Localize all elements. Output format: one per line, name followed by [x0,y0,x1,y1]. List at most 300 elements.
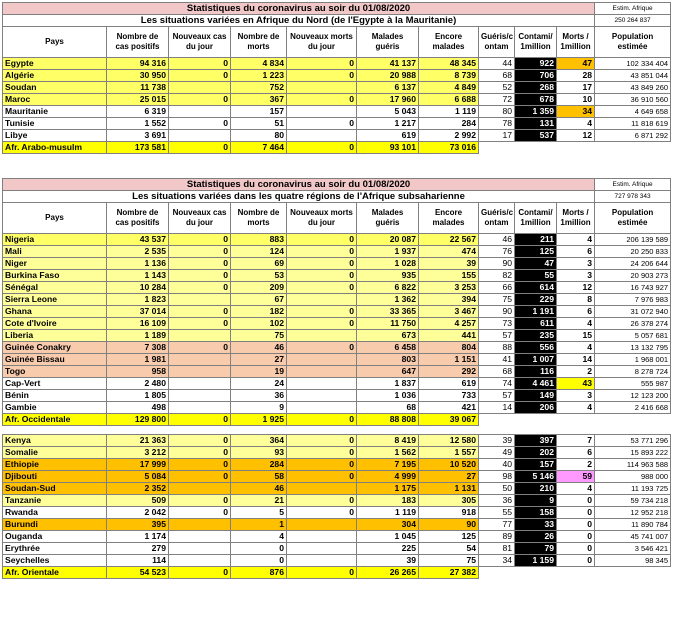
cases-per-million-cell: 125 [515,246,557,258]
column-header: Morts / 1million [557,203,595,234]
deaths-cell: 1 223 [231,70,287,82]
column-header: Population estimée [595,27,671,58]
deaths-per-million-cell: 47 [557,58,595,70]
population-cell: 11 818 619 [595,118,671,130]
population-cell: 12 123 200 [595,390,671,402]
new-cases-cell: 0 [169,94,231,106]
new-deaths-cell: 0 [287,270,357,282]
country-name: Ghana [3,306,107,318]
cases-cell: 30 950 [107,70,169,82]
column-header: Nouveaux cas du jour [169,203,231,234]
country-name: Niger [3,258,107,270]
population-cell: 988 000 [595,471,671,483]
country-name: Cap-Vert [3,378,107,390]
cases-cell: 1 174 [107,531,169,543]
recovery-rate-cell: 76 [479,246,515,258]
cases-cell: 11 738 [107,82,169,94]
recovery-rate-cell: 36 [479,495,515,507]
deaths-per-million-cell: 34 [557,106,595,118]
sub-header-row [3,203,671,234]
new-cases-cell: 0 [169,342,231,354]
recovered-cell: 11 750 [357,318,419,330]
population-cell: 102 334 404 [595,58,671,70]
new-cases-cell [169,402,231,414]
cases-cell: 37 014 [107,306,169,318]
recovery-rate-cell: 90 [479,306,515,318]
deaths-cell: 157 [231,106,287,118]
empty-cell [479,142,515,154]
recovered-cell: 1 837 [357,378,419,390]
population-cell: 11 890 784 [595,519,671,531]
recovery-rate-cell: 73 [479,318,515,330]
deaths-cell: 80 [231,130,287,142]
cases-cell: 1 143 [107,270,169,282]
table-row [3,354,671,366]
table-row [3,519,671,531]
table-row [3,507,671,519]
total-row [3,567,671,579]
empty-cell [515,414,557,426]
column-header: Nombre de morts [231,27,287,58]
sub-side-value: 727 978 343 [595,191,671,203]
recovery-rate-cell: 77 [479,519,515,531]
new-deaths-cell: 0 [287,94,357,106]
new-deaths-cell: 0 [287,306,357,318]
cases-cell: 17 999 [107,459,169,471]
new-deaths-cell: 0 [287,507,357,519]
north-africa-table [2,2,671,154]
column-header: Guéris/c ontam [479,27,515,58]
new-deaths-cell: 0 [287,282,357,294]
recovered-cell: 4 999 [357,471,419,483]
cases-per-million-cell: 210 [515,483,557,495]
new-cases-cell: 0 [169,70,231,82]
recovery-rate-cell: 50 [479,483,515,495]
total-newd-cell: 0 [287,142,357,154]
population-cell: 20 903 273 [595,270,671,282]
deaths-per-million-cell: 8 [557,294,595,306]
new-cases-cell: 0 [169,118,231,130]
still-sick-cell: 292 [419,366,479,378]
cases-per-million-cell: 47 [515,258,557,270]
still-sick-cell: 918 [419,507,479,519]
deaths-cell: 5 [231,507,287,519]
recovered-cell: 6 137 [357,82,419,94]
empty-cell [595,567,671,579]
recovered-cell: 20 087 [357,234,419,246]
still-sick-cell: 804 [419,342,479,354]
total-newd-cell: 0 [287,567,357,579]
cases-per-million-cell: 1 007 [515,354,557,366]
total-name: Afr. Arabo-musulm [3,142,107,154]
recovered-cell: 1 175 [357,483,419,495]
table-row [3,435,671,447]
table-row [3,294,671,306]
deaths-cell: 46 [231,342,287,354]
recovered-cell: 1 036 [357,390,419,402]
cases-cell: 279 [107,543,169,555]
new-deaths-cell [287,330,357,342]
empty-cell [479,414,515,426]
north-title: Statistiques du coronavirus au soir du 01/08/2020 [3,3,595,15]
country-name: Djibouti [3,471,107,483]
cases-cell: 3 691 [107,130,169,142]
column-header: Nombre de cas positifs [107,203,169,234]
table-row [3,306,671,318]
new-cases-cell: 0 [169,58,231,70]
country-name: Burkina Faso [3,270,107,282]
recovery-rate-cell: 66 [479,282,515,294]
column-header: Contami/ 1million [515,203,557,234]
cases-per-million-cell: 1 191 [515,306,557,318]
new-cases-cell: 0 [169,447,231,459]
recovery-rate-cell: 46 [479,234,515,246]
new-deaths-cell: 0 [287,246,357,258]
still-sick-cell: 474 [419,246,479,258]
cases-per-million-cell: 206 [515,402,557,414]
total-new-cell: 0 [169,414,231,426]
country-name: Sénégal [3,282,107,294]
cases-cell: 43 537 [107,234,169,246]
recovery-rate-cell: 98 [479,471,515,483]
new-deaths-cell [287,130,357,142]
new-cases-cell [169,555,231,567]
new-deaths-cell [287,378,357,390]
still-sick-cell: 421 [419,402,479,414]
cases-per-million-cell: 556 [515,342,557,354]
empty-cell [557,142,595,154]
deaths-cell: 1 [231,519,287,531]
deaths-per-million-cell: 0 [557,531,595,543]
sub-subtitle: Les situations variées dans les quatre régions de l'Afrique subsaharienne [3,191,595,203]
country-name: Libye [3,130,107,142]
new-deaths-cell: 0 [287,495,357,507]
deaths-per-million-cell: 4 [557,342,595,354]
recovered-cell: 6 458 [357,342,419,354]
deaths-per-million-cell: 0 [557,555,595,567]
cases-cell: 94 316 [107,58,169,70]
table-row [3,483,671,495]
recovery-rate-cell: 39 [479,435,515,447]
cases-per-million-cell: 158 [515,507,557,519]
new-deaths-cell: 0 [287,70,357,82]
country-name: Seychelles [3,555,107,567]
cases-cell: 5 084 [107,471,169,483]
cases-per-million-cell: 235 [515,330,557,342]
total-sick-cell: 39 067 [419,414,479,426]
new-deaths-cell [287,294,357,306]
new-deaths-cell: 0 [287,234,357,246]
new-cases-cell: 0 [169,495,231,507]
new-deaths-cell: 0 [287,459,357,471]
deaths-cell: 58 [231,471,287,483]
country-name: Somalie [3,447,107,459]
recovery-rate-cell: 40 [479,459,515,471]
cases-cell: 1 805 [107,390,169,402]
new-deaths-cell: 0 [287,318,357,330]
cases-cell: 1 189 [107,330,169,342]
table-row [3,318,671,330]
still-sick-cell: 3 253 [419,282,479,294]
country-name: Burundi [3,519,107,531]
deaths-per-million-cell: 3 [557,258,595,270]
recovery-rate-cell: 82 [479,270,515,282]
new-deaths-cell [287,555,357,567]
total-newd-cell: 0 [287,414,357,426]
recovered-cell: 619 [357,130,419,142]
country-name: Gambie [3,402,107,414]
recovery-rate-cell: 52 [479,82,515,94]
still-sick-cell: 75 [419,555,479,567]
table-row [3,342,671,354]
cases-cell: 958 [107,366,169,378]
deaths-cell: 24 [231,378,287,390]
recovery-rate-cell: 90 [479,258,515,270]
new-deaths-cell [287,354,357,366]
table-row [3,447,671,459]
cases-per-million-cell: 26 [515,531,557,543]
recovered-cell: 1 028 [357,258,419,270]
deaths-cell: 19 [231,366,287,378]
population-cell: 4 649 658 [595,106,671,118]
still-sick-cell: 1 557 [419,447,479,459]
new-cases-cell [169,366,231,378]
cases-per-million-cell: 706 [515,70,557,82]
total-new-cell: 0 [169,567,231,579]
population-cell: 20 250 833 [595,246,671,258]
country-name: Cote d'Ivoire [3,318,107,330]
empty-cell [557,567,595,579]
still-sick-cell: 54 [419,543,479,555]
recovery-rate-cell: 88 [479,342,515,354]
cases-cell: 509 [107,495,169,507]
still-sick-cell: 733 [419,390,479,402]
cases-cell: 21 363 [107,435,169,447]
new-deaths-cell: 0 [287,118,357,130]
table-row [3,130,671,142]
country-name: Nigeria [3,234,107,246]
deaths-cell: 9 [231,402,287,414]
cases-per-million-cell: 149 [515,390,557,402]
recovered-cell: 1 045 [357,531,419,543]
country-name: Soudan-Sud [3,483,107,495]
still-sick-cell: 8 739 [419,70,479,82]
column-header: Population estimée [595,203,671,234]
deaths-cell: 364 [231,435,287,447]
deaths-per-million-cell: 0 [557,495,595,507]
still-sick-cell: 6 688 [419,94,479,106]
recovered-cell: 39 [357,555,419,567]
recovery-rate-cell: 75 [479,294,515,306]
subsaharan-table [2,178,671,579]
population-cell: 11 193 725 [595,483,671,495]
table-row [3,118,671,130]
column-header: Malades guéris [357,27,419,58]
population-cell: 43 851 044 [595,70,671,82]
deaths-cell: 67 [231,294,287,306]
country-name: Egypte [3,58,107,70]
deaths-per-million-cell: 0 [557,507,595,519]
column-header: Encore malades [419,203,479,234]
table-row [3,402,671,414]
new-cases-cell [169,378,231,390]
deaths-cell: 21 [231,495,287,507]
cases-per-million-cell: 116 [515,366,557,378]
empty-cell [515,567,557,579]
still-sick-cell: 1 131 [419,483,479,495]
still-sick-cell: 1 119 [419,106,479,118]
population-cell: 98 345 [595,555,671,567]
cases-per-million-cell: 229 [515,294,557,306]
total-new-cell: 0 [169,142,231,154]
table-row [3,246,671,258]
population-cell: 45 741 007 [595,531,671,543]
sub-title: Statistiques du coronavirus au soir du 01/08/2020 [3,179,595,191]
deaths-cell: 209 [231,282,287,294]
still-sick-cell: 39 [419,258,479,270]
deaths-cell: 69 [231,258,287,270]
cases-per-million-cell: 202 [515,447,557,459]
recovered-cell: 1 217 [357,118,419,130]
recovery-rate-cell: 89 [479,531,515,543]
country-name: Ouganda [3,531,107,543]
deaths-per-million-cell: 2 [557,366,595,378]
deaths-per-million-cell: 7 [557,435,595,447]
table-row [3,70,671,82]
cases-cell: 2 535 [107,246,169,258]
deaths-per-million-cell: 12 [557,130,595,142]
still-sick-cell: 4 257 [419,318,479,330]
table-row [3,58,671,70]
table-row [3,390,671,402]
still-sick-cell: 305 [419,495,479,507]
population-cell: 31 072 940 [595,306,671,318]
total-cases-cell: 129 800 [107,414,169,426]
new-cases-cell: 0 [169,435,231,447]
new-cases-cell: 0 [169,471,231,483]
cases-cell: 16 109 [107,318,169,330]
deaths-cell: 4 834 [231,58,287,70]
cases-per-million-cell: 1 359 [515,106,557,118]
empty-cell [515,142,557,154]
recovery-rate-cell: 74 [479,378,515,390]
table-row [3,543,671,555]
cases-cell: 25 015 [107,94,169,106]
new-cases-cell [169,543,231,555]
deaths-per-million-cell: 14 [557,354,595,366]
still-sick-cell: 125 [419,531,479,543]
new-cases-cell [169,82,231,94]
deaths-cell: 53 [231,270,287,282]
new-cases-cell: 0 [169,246,231,258]
recovered-cell: 647 [357,366,419,378]
total-row [3,142,671,154]
cases-cell: 1 981 [107,354,169,366]
table-row [3,471,671,483]
deaths-cell: 182 [231,306,287,318]
column-header: Contami/ 1million [515,27,557,58]
north-africa-table-block [2,2,670,154]
empty-cell [557,414,595,426]
deaths-cell: 883 [231,234,287,246]
north-header-row [3,27,671,58]
recovery-rate-cell: 68 [479,70,515,82]
cases-cell: 1 552 [107,118,169,130]
column-header: Nouveaux cas du jour [169,27,231,58]
deaths-per-million-cell: 59 [557,471,595,483]
column-header: Nombre de cas positifs [107,27,169,58]
cases-cell: 10 284 [107,282,169,294]
deaths-per-million-cell: 6 [557,246,595,258]
total-sick-cell: 27 382 [419,567,479,579]
new-deaths-cell: 0 [287,342,357,354]
country-name: Maroc [3,94,107,106]
new-deaths-cell: 0 [287,258,357,270]
cases-per-million-cell: 211 [515,234,557,246]
cases-per-million-cell: 4 461 [515,378,557,390]
deaths-cell: 102 [231,318,287,330]
table-row [3,234,671,246]
population-cell: 3 546 421 [595,543,671,555]
deaths-cell: 93 [231,447,287,459]
new-deaths-cell [287,519,357,531]
recovered-cell: 1 562 [357,447,419,459]
column-header: Encore malades [419,27,479,58]
new-cases-cell [169,330,231,342]
recovery-rate-cell: 72 [479,94,515,106]
deaths-cell: 124 [231,246,287,258]
new-deaths-cell [287,402,357,414]
recovery-rate-cell: 41 [479,354,515,366]
recovery-rate-cell: 80 [479,106,515,118]
country-name: Liberia [3,330,107,342]
country-name: Togo [3,366,107,378]
table-row [3,106,671,118]
new-deaths-cell [287,82,357,94]
new-deaths-cell [287,390,357,402]
new-cases-cell [169,531,231,543]
recovered-cell: 225 [357,543,419,555]
cases-cell: 498 [107,402,169,414]
cases-cell: 1 136 [107,258,169,270]
column-header: Malades guéris [357,203,419,234]
population-cell: 5 057 681 [595,330,671,342]
country-name: Ethiopie [3,459,107,471]
country-name: Mali [3,246,107,258]
column-header: Nouveaux morts du jour [287,27,357,58]
new-cases-cell [169,354,231,366]
still-sick-cell: 27 [419,471,479,483]
deaths-per-million-cell: 6 [557,306,595,318]
recovered-cell: 5 043 [357,106,419,118]
population-cell: 15 893 222 [595,447,671,459]
empty-cell [479,567,515,579]
sub-side-label: Estim. Afrique [595,179,671,191]
deaths-cell: 752 [231,82,287,94]
recovery-rate-cell: 78 [479,118,515,130]
recovery-rate-cell: 49 [479,447,515,459]
population-cell: 24 206 644 [595,258,671,270]
cases-cell: 2 480 [107,378,169,390]
cases-per-million-cell: 614 [515,282,557,294]
spacer-row [3,426,671,435]
recovered-cell: 304 [357,519,419,531]
new-cases-cell: 0 [169,306,231,318]
still-sick-cell: 3 467 [419,306,479,318]
population-cell: 36 910 560 [595,94,671,106]
table-row [3,94,671,106]
new-deaths-cell [287,543,357,555]
